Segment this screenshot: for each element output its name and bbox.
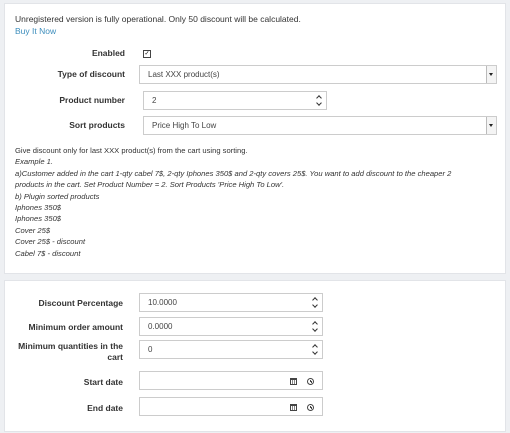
minimum-quantities-value: 0 <box>148 345 153 354</box>
minimum-quantities-label-line1: Minimum quantities in the <box>18 341 123 351</box>
discount-percentage-value: 10.0000 <box>148 298 177 307</box>
calendar-icon[interactable] <box>290 404 297 411</box>
minimum-quantities-label-line2: cart <box>107 352 123 362</box>
buy-it-now-link[interactable]: Buy It Now <box>15 26 57 36</box>
discount-percentage-label: Discount Percentage <box>38 298 123 308</box>
sort-products-value: Price High To Low <box>152 121 217 130</box>
description-line: Iphones 350$ <box>15 203 62 213</box>
clock-icon[interactable] <box>307 378 314 385</box>
number-stepper-icon[interactable] <box>312 342 320 357</box>
chevron-down-icon <box>486 117 496 134</box>
product-number-input[interactable] <box>143 91 327 110</box>
description-line: Cover 25$ <box>15 225 51 235</box>
start-date-label: Start date <box>83 377 123 387</box>
calendar-icon[interactable] <box>290 378 297 385</box>
minimum-order-amount-value: 0.0000 <box>148 322 173 331</box>
description-line: b) Plugin sorted products <box>15 191 100 201</box>
enabled-label: Enabled <box>91 48 125 58</box>
product-number-value: 2 <box>152 96 157 105</box>
product-number-label: Product number <box>59 95 125 105</box>
discount-percentage-input[interactable] <box>139 293 323 312</box>
minimum-quantities-input[interactable] <box>139 340 323 359</box>
type-of-discount-value: Last XXX product(s) <box>148 70 220 79</box>
discount-values-panel <box>4 280 506 432</box>
chevron-down-icon <box>486 66 496 83</box>
number-stepper-icon[interactable] <box>312 319 320 334</box>
sort-products-label: Sort products <box>69 120 125 130</box>
type-of-discount-select[interactable] <box>139 65 497 84</box>
start-date-input[interactable] <box>139 371 323 390</box>
description-line: products in the cart. Set Product Number = 2. Sort Products 'Price High To Low'. <box>15 180 285 190</box>
number-stepper-icon[interactable] <box>312 295 320 310</box>
discount-description <box>15 145 495 259</box>
clock-icon[interactable] <box>307 404 314 411</box>
minimum-quantities-label <box>11 341 123 363</box>
minimum-order-amount-input[interactable] <box>139 317 323 336</box>
minimum-order-amount-label: Minimum order amount <box>28 322 123 332</box>
description-line: Cover 25$ - discount <box>15 237 86 247</box>
unregistered-notice: Unregistered version is fully operational. Only 50 discount will be calculated. <box>15 14 301 24</box>
end-date-input[interactable] <box>139 397 323 416</box>
description-line: Example 1. <box>15 157 53 167</box>
description-line: a)Customer added in the cart 1-qty cabel 7$, 2-qty Iphones 350$ and 2-qty covers 25$. You want to add discount to the cheaper 2 <box>15 168 452 178</box>
discount-settings-panel <box>4 3 506 274</box>
number-stepper-icon[interactable] <box>316 93 324 108</box>
description-line: Iphones 350$ <box>15 214 62 224</box>
description-intro: Give discount only for last XXX product(s) from the cart using sorting. <box>15 146 248 155</box>
type-of-discount-label: Type of discount <box>57 69 125 79</box>
description-line: Cabel 7$ - discount <box>15 248 81 258</box>
end-date-label: End date <box>87 403 123 413</box>
enabled-checkbox[interactable]: ✓ <box>144 51 150 57</box>
sort-products-select[interactable] <box>143 116 497 135</box>
